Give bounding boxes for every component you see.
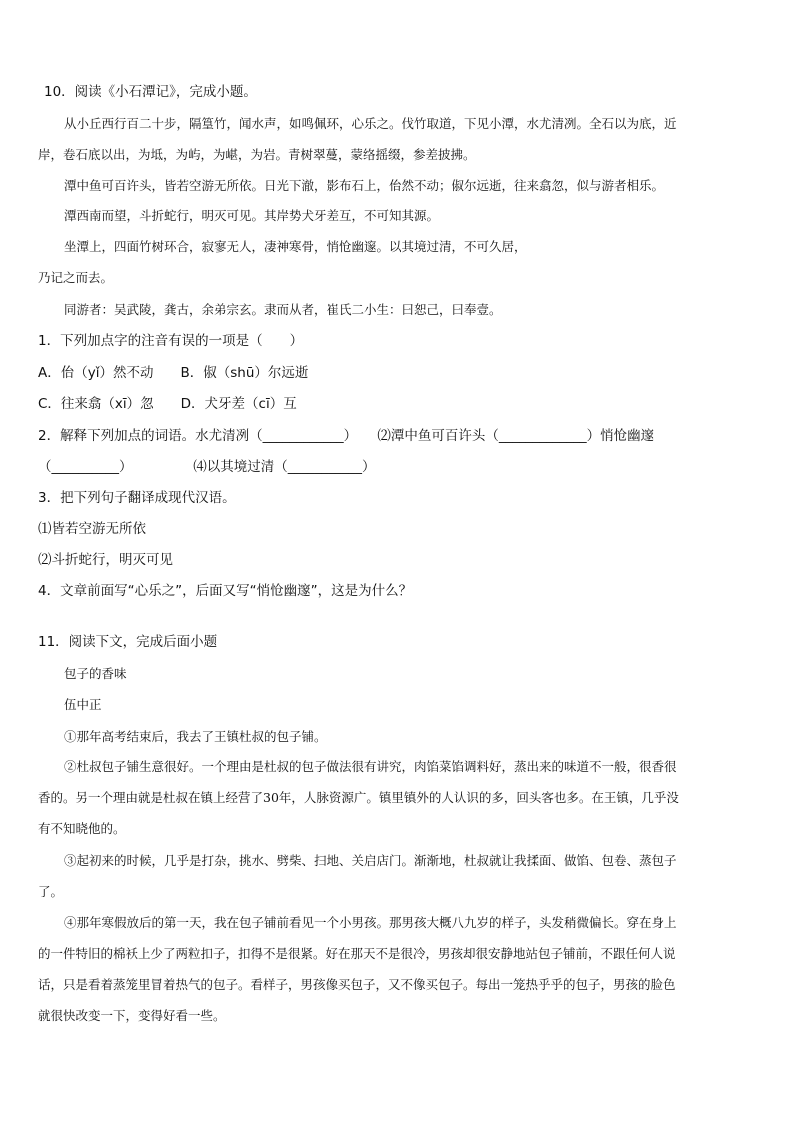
passage-line: 潭西南而望，斗折蛇行，明灭可见。其岸势犬牙差互，不可知其源。 — [64, 208, 440, 223]
article-line: ②杜叔包子铺生意很好。一个理由是杜叔的包子做法很有讲究，肉馅菜馅调料好，蒸出来的味道不一般，很香很 — [64, 759, 677, 774]
article-line: ③起初来的时候，几乎是打杂，挑水、劈柴、扫地、关启店门。渐渐地，杜叔就让我揉面、做馅、包卷、蒸包子 — [64, 853, 677, 868]
question-3: 3．把下列句子翻译成现代汉语。 — [38, 490, 236, 506]
passage-line: 同游者：吴武陵，龚古，余弟宗玄。隶而从者，崔氏二小生：曰恕己，曰奉壹。 — [64, 302, 502, 317]
question-3-item-2: ⑵斗折蛇行，明灭可见 — [38, 552, 173, 568]
article-line: ①那年高考结束后，我去了王镇杜叔的包子铺。 — [64, 729, 327, 744]
article-line: 了。 — [38, 884, 64, 899]
question-1-options-ab: A．佁（yǐ）然不动 B．俶（shū）尔远逝 — [38, 365, 309, 381]
question-1: 1．下列加点字的注音有误的一项是（ ） — [38, 333, 304, 349]
passage-line: 坐潭上，四面竹树环合，寂寥无人，凄神寒骨，悄怆幽邃。以其境过清，不可久居， — [64, 239, 527, 254]
question-11-heading: 11．阅读下文，完成后面小题 — [38, 634, 218, 650]
passage-line: 岸，卷石底以出，为坻，为屿，为嵁，为岩。青树翠蔓，蒙络摇缀，参差披拂。 — [38, 147, 476, 162]
article-title: 包子的香味 — [64, 666, 127, 681]
article-line: 的一件特旧的棉袄上少了两粒扣子，扣得不是很紧。好在那天不是很冷，男孩却很安静地站包子铺前，不跟任何人说 — [38, 946, 676, 961]
article-line: 香的。另一个理由就是杜叔在镇上经营了30年，人脉资源广。镇里镇外的人认识的多，回头客也多。在王镇，几乎没 — [38, 790, 679, 805]
article-line: 有不知晓他的。 — [38, 821, 126, 836]
article-line: 就很快改变一下，变得好看一些。 — [38, 1008, 226, 1023]
question-3-item-1: ⑴皆若空游无所依 — [38, 521, 146, 537]
question-4: 4．文章前面写“心乐之”，后面又写“悄怆幽邃”，这是为什么？ — [38, 583, 413, 599]
passage-line: 从小丘西行百二十步，隔篁竹，闻水声，如鸣佩环，心乐之。伐竹取道，下见小潭，水尤清冽。全石以为底，近 — [64, 116, 677, 131]
question-2: 2．解释下列加点的词语。水尤清冽（____________） ⑵潭中鱼可百许头（_____________）悄怆幽邃 — [38, 428, 655, 444]
article-line: ④那年寒假放后的第一天，我在包子铺前看见一个小男孩。那男孩大概八九岁的样子，头发稍微偏长。穿在身上 — [64, 915, 677, 930]
article-author: 伍中正 — [64, 697, 102, 712]
passage-line: 乃记之而去。 — [38, 270, 114, 285]
question-10-heading: 10．阅读《小石潭记》，完成小题。 — [44, 84, 257, 100]
question-1-options-cd: C．往来翕（xī）忽 D．犬牙差（cī）互 — [38, 396, 297, 412]
question-2-cont: （__________） ⑷以其境过清（___________） — [38, 459, 376, 475]
article-line: 话，只是看着蒸笼里冒着热气的包子。看样子，男孩像买包子，又不像买包子。每出一笼热乎乎的包子，男孩的脸色 — [38, 977, 676, 992]
passage-line: 潭中鱼可百许头，皆若空游无所依。日光下澈，影布石上，佁然不动；俶尔远逝，往来翕忽，似与游者相乐。 — [64, 178, 665, 193]
